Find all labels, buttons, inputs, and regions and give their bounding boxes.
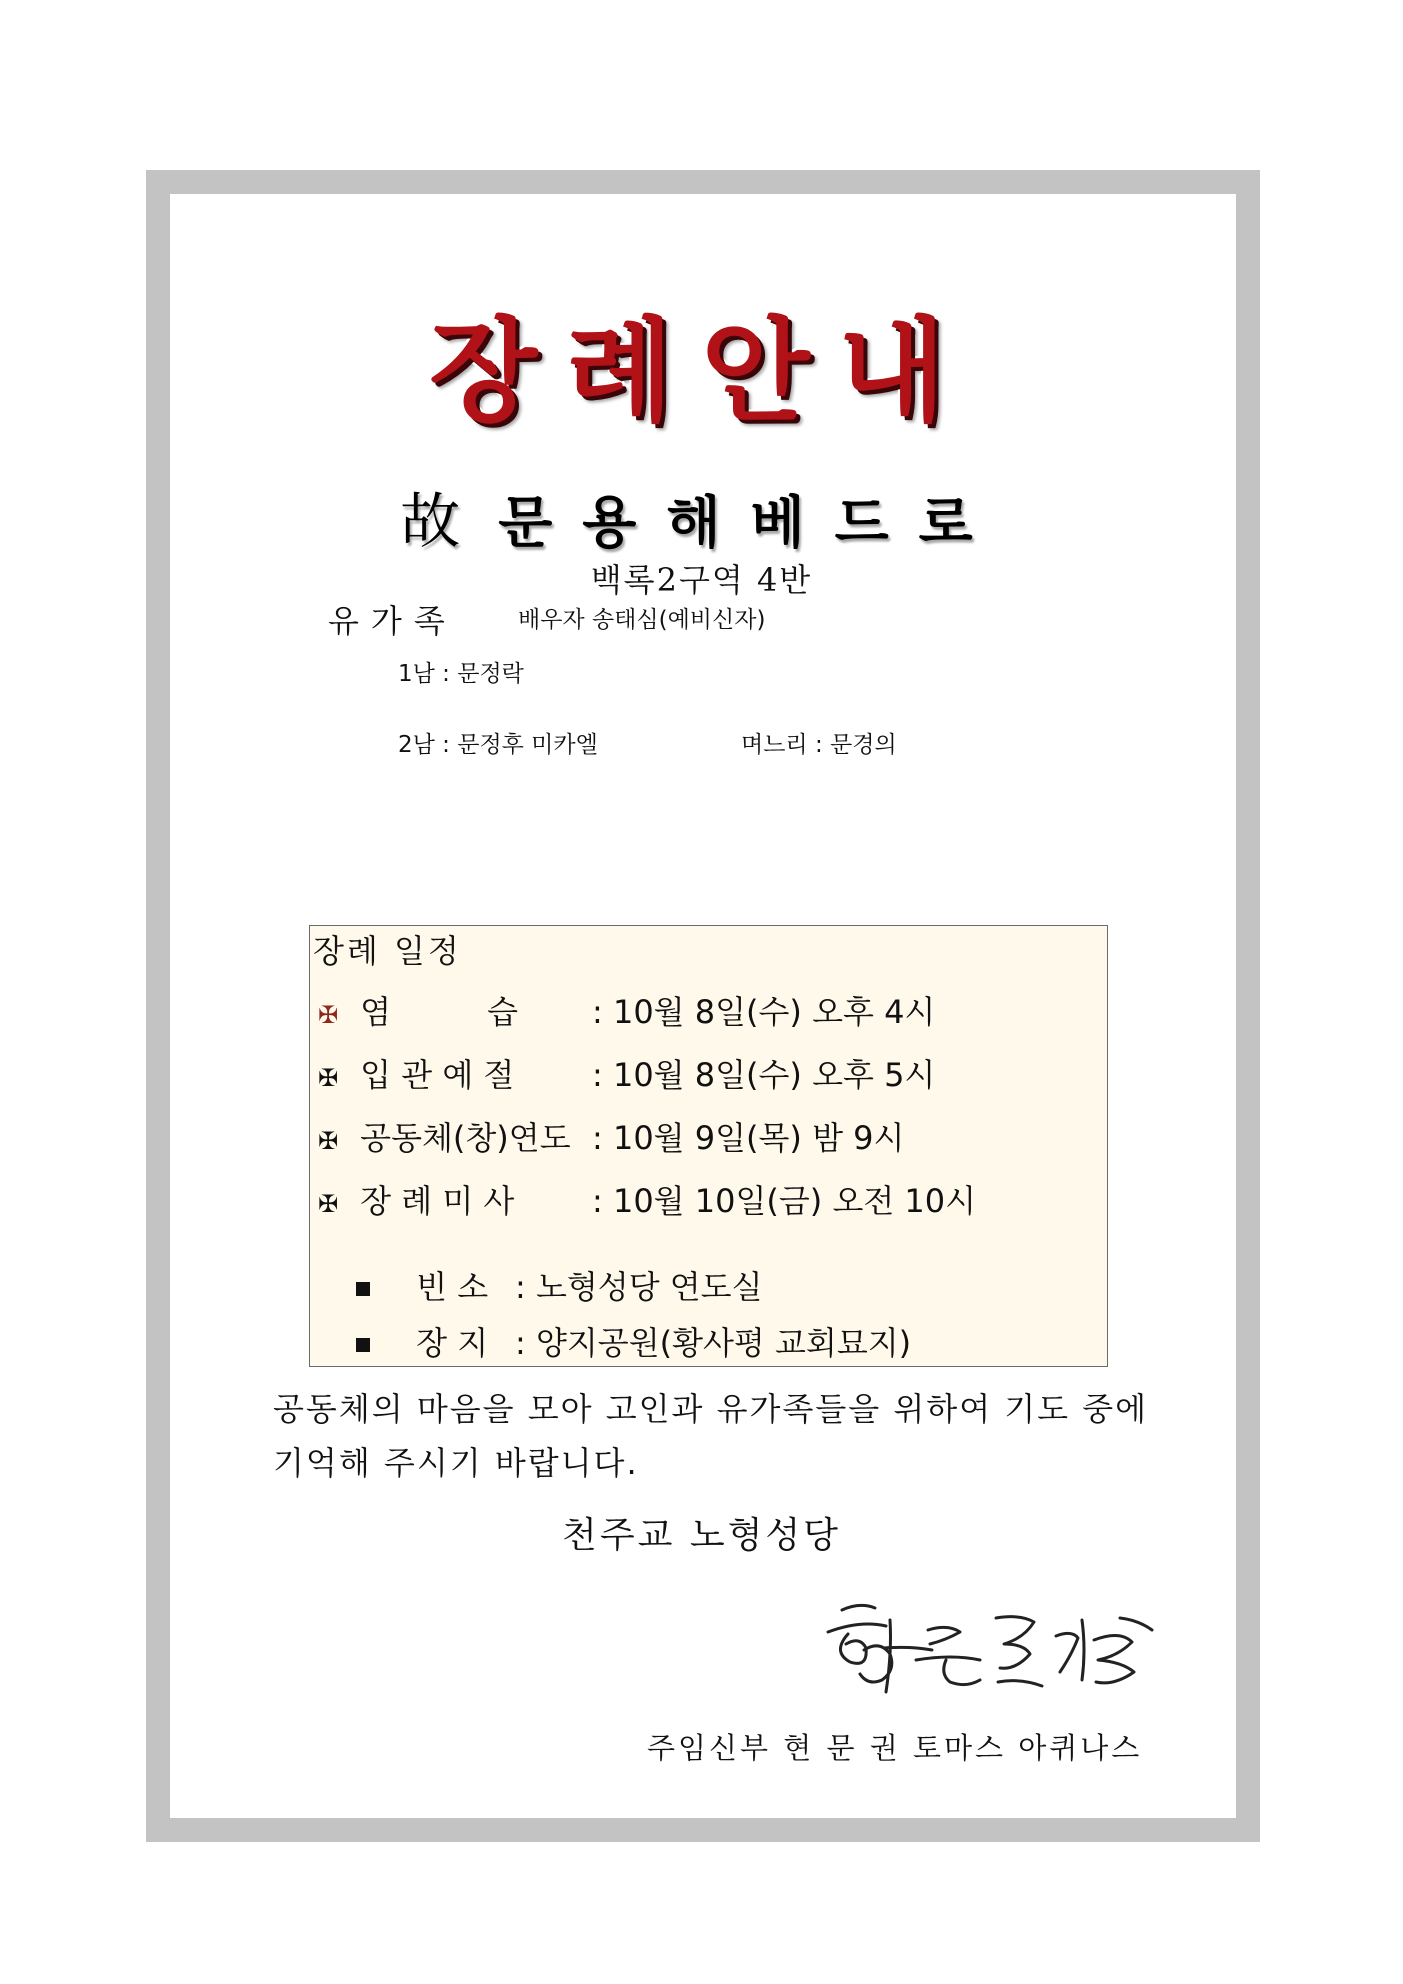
schedule-item-when: : 10월 8일(수) 오후 5시 [592,1056,936,1094]
signature [820,1590,1170,1710]
place-item [356,1262,488,1308]
schedule-item [318,1176,514,1222]
schedule-item-when: : 10월 9일(목) 밤 9시 [592,1119,905,1157]
schedule-item-when: : 10월 10일(금) 오전 10시 [592,1182,977,1220]
schedule-item-name: 입 관 예 절 [360,1056,515,1094]
cross-icon: ✠ [318,1064,339,1092]
priest-name: 주임신부 현 문 권 토마스 아퀴나스 [647,1731,1143,1765]
schedule-item-name: 장 례 미 사 [360,1182,515,1220]
schedule-item-name: 공동체(창)연도 [360,1119,571,1157]
schedule-item-when: : 10월 8일(수) 오후 4시 [592,993,936,1031]
district: 백록2구역 4반 [590,561,813,599]
place-value: : 양지공원(황사평 교회묘지) [515,1324,912,1362]
deceased-name: 문용해베드로 [498,491,1003,556]
message-line-1: 공동체의 마음을 모아 고인과 유가족들을 위하여 기도 중에 [273,1390,1149,1428]
family-spouse: 배우자 송태심(예비신자) [518,607,766,633]
deceased-prefix: 故 [400,487,491,557]
bullet-icon [356,1338,370,1352]
place-label: 빈 소 [416,1268,489,1306]
family-son1: 1남 : 문정락 [398,661,524,687]
cross-icon: ✠ [318,1127,339,1155]
cross-icon: ✠ [318,1190,339,1218]
family-daughter-in-law: 며느리 : 문경의 [741,732,897,758]
notice-title: 장례안내 [429,307,974,437]
place-item [356,1318,488,1364]
family-label: 유가족 [328,602,457,640]
message-line-2: 기억해 주시기 바랍니다. [273,1444,639,1482]
schedule-item [318,1050,514,1096]
deceased-name-line [0,474,1403,560]
schedule-title: 장례 일정 [313,932,462,970]
bullet-icon [356,1282,370,1296]
cross-icon: ✠ [318,1001,339,1029]
schedule-item-name: 염 습 [360,993,518,1031]
family-son2: 2남 : 문정후 미카엘 [398,732,598,758]
schedule-item [318,987,518,1033]
place-label: 장 지 [416,1324,489,1362]
schedule-item [318,1113,571,1159]
church-name: 천주교 노형성당 [562,1515,841,1556]
place-value: : 노형성당 연도실 [515,1268,763,1306]
